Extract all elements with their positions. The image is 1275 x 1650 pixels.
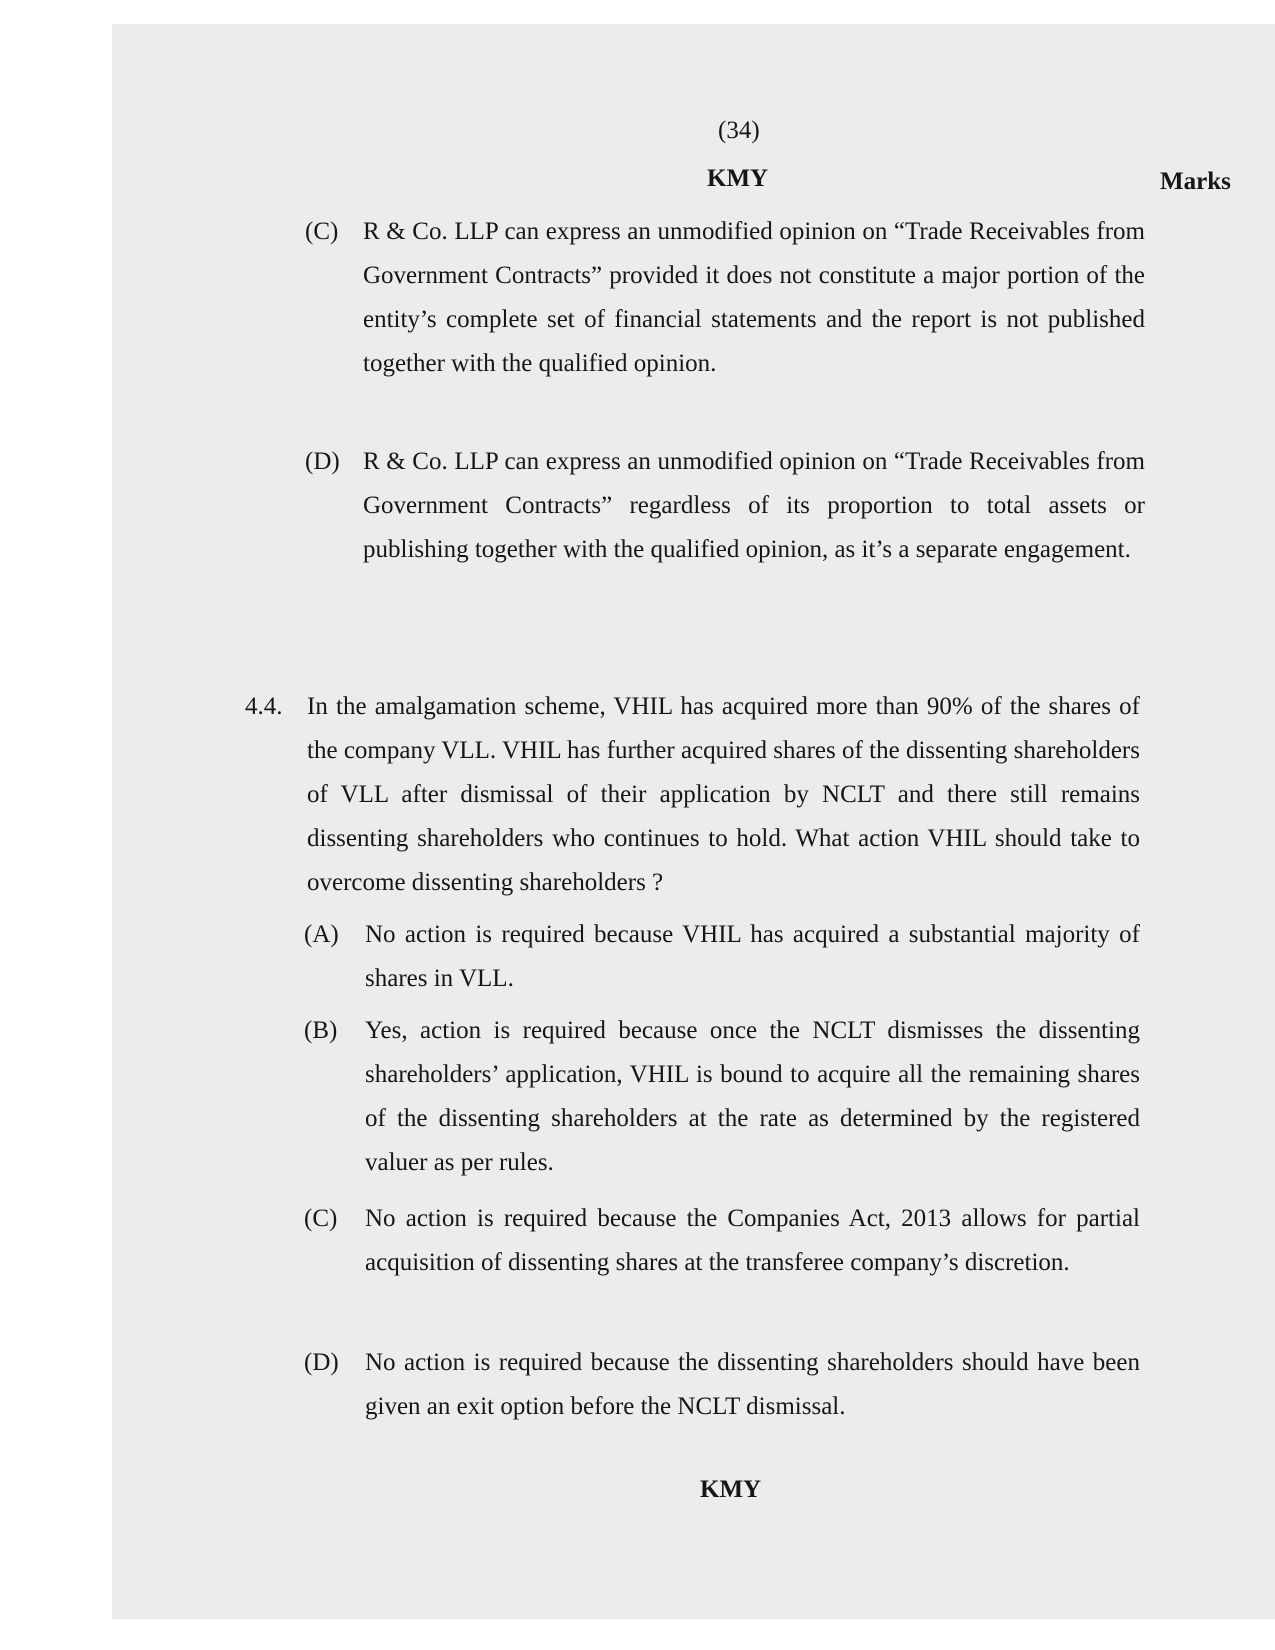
option-b: [304, 1009, 1140, 1185]
option-c: [304, 1197, 1140, 1329]
option-a: [304, 913, 1140, 1001]
prev-option-c: [305, 210, 1145, 430]
option-text: R & Co. LLP can express an unmodified opinion on “Trade Receivables from Government Contracts” regardless of its proportion to total assets or publishing together with the qualified opinion, as it’s a separate engagement.: [363, 448, 1145, 563]
option-label: (B): [304, 1017, 338, 1044]
option-text: Yes, action is required because once the NCLT dismisses the dissenting shareholders’ application, VHIL is bound to acquire all the remaining shares of the dissenting shareholders at the rate as determined by the registered valuer as per rules.: [365, 1017, 1140, 1176]
option-label: (C): [304, 1205, 338, 1232]
option-label: (D): [305, 448, 340, 475]
question-text: In the amalgamation scheme, VHIL has acquired more than 90% of the shares of the company VLL. VHIL has further acquired shares of the dissenting shareholders of VLL after dismissal of their application by NCLT and there still remains dissenting shareholders who continues to hold. What action VHIL should take to overcome dissenting shareholders ?: [307, 693, 1140, 896]
option-text: No action is required because the dissenting shareholders should have been given an exit option before the NCLT dismissal.: [365, 1349, 1140, 1420]
option-label: (C): [305, 218, 339, 245]
header-code: KMY: [707, 165, 769, 192]
page-number: (34): [718, 117, 760, 144]
option-text: R & Co. LLP can express an unmodified opinion on “Trade Receivables from Government Contracts” provided it does not constitute a major portion of the entity’s complete set of financial statements and the report is not published together with the qualified opinion.: [363, 218, 1145, 377]
option-text: No action is required because VHIL has acquired a substantial majority of shares in VLL.: [365, 921, 1140, 992]
option-d: [304, 1341, 1140, 1429]
question-number: 4.4.: [245, 693, 283, 720]
footer-code: KMY: [700, 1476, 762, 1503]
marks-column-label: Marks: [1160, 168, 1231, 195]
option-label: (A): [304, 921, 339, 948]
option-label: (D): [304, 1349, 339, 1376]
option-text: No action is required because the Companies Act, 2013 allows for partial acquisition of dissenting shares at the transferee company’s discretion.: [365, 1205, 1140, 1276]
prev-option-d: [305, 440, 1145, 616]
